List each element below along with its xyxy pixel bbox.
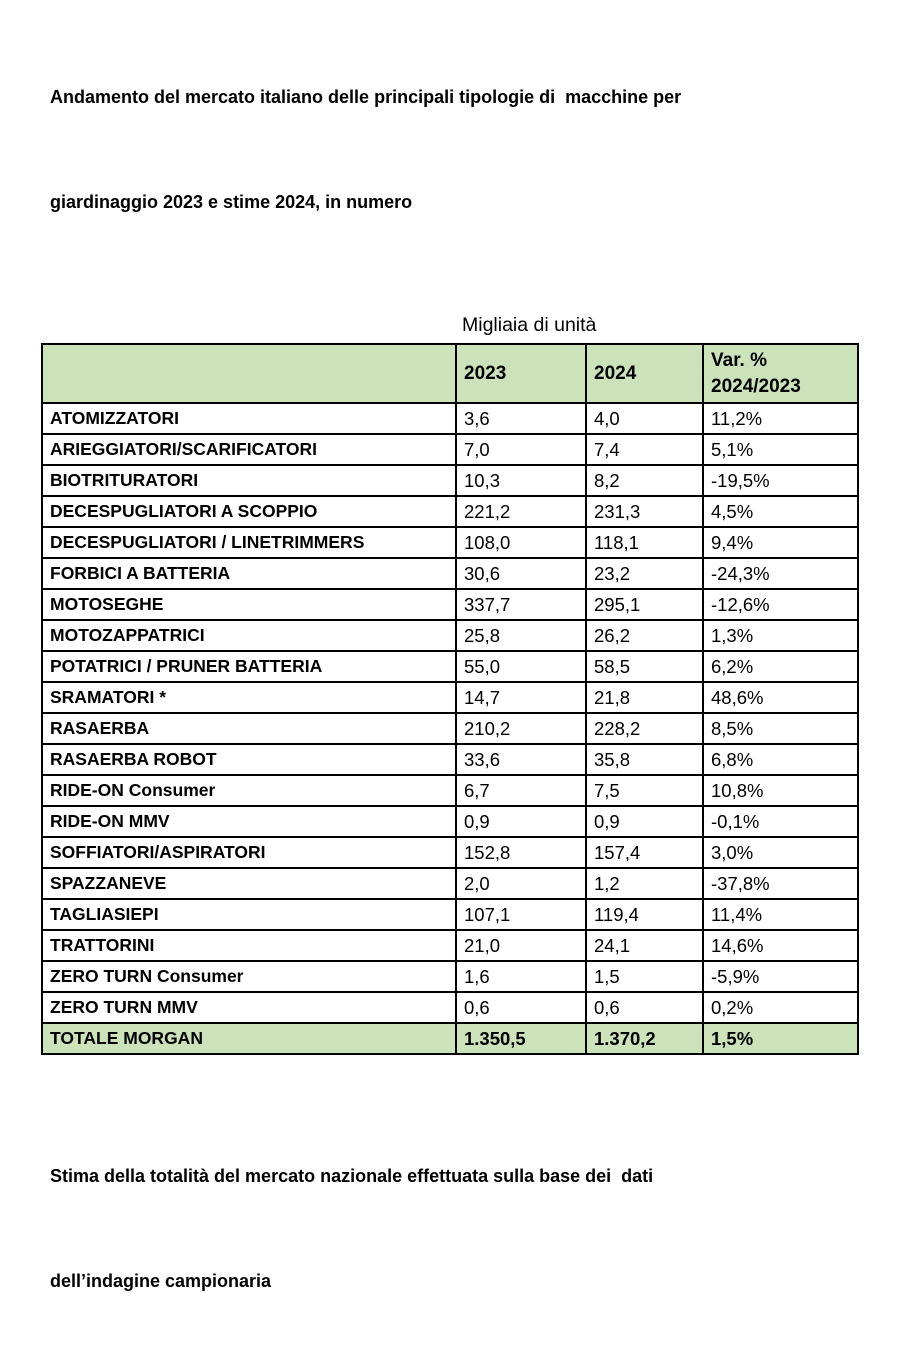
value-2023-cell: 108,0 [456, 527, 586, 558]
table-row [42, 682, 858, 713]
table-row [42, 527, 858, 558]
category-cell: RIDE-ON MMV [42, 806, 456, 837]
total-2024-cell: 1.370,2 [586, 1023, 703, 1054]
value-2023-cell: 1,6 [456, 961, 586, 992]
category-cell: RASAERBA [42, 713, 456, 744]
value-2023-cell: 21,0 [456, 930, 586, 961]
category-cell: SOFFIATORI/ASPIRATORI [42, 837, 456, 868]
category-cell: SPAZZANEVE [42, 868, 456, 899]
table-row [42, 837, 858, 868]
value-2024-cell: 231,3 [586, 496, 703, 527]
page-title [50, 0, 897, 290]
table-row [42, 713, 858, 744]
category-cell: SRAMATORI * [42, 682, 456, 713]
category-cell: FORBICI A BATTERIA [42, 558, 456, 589]
value-2024-cell: 1,5 [586, 961, 703, 992]
var-percent-cell: 0,2% [703, 992, 858, 1023]
value-2024-cell: 4,0 [586, 403, 703, 434]
table-body [42, 403, 858, 1023]
value-2024-cell: 0,9 [586, 806, 703, 837]
var-percent-cell: 48,6% [703, 682, 858, 713]
value-2023-cell: 0,6 [456, 992, 586, 1023]
var-percent-cell: -24,3% [703, 558, 858, 589]
value-2024-cell: 295,1 [586, 589, 703, 620]
value-2024-cell: 0,6 [586, 992, 703, 1023]
value-2023-cell: 0,9 [456, 806, 586, 837]
value-2023-cell: 55,0 [456, 651, 586, 682]
var-percent-cell: 6,2% [703, 651, 858, 682]
var-percent-cell: 11,4% [703, 899, 858, 930]
table-unit-label: Migliaia di unità [462, 314, 597, 336]
category-cell: RIDE-ON Consumer [42, 775, 456, 806]
header-2024: 2024 [586, 344, 703, 403]
value-2023-cell: 30,6 [456, 558, 586, 589]
var-percent-cell: 6,8% [703, 744, 858, 775]
category-cell: RASAERBA ROBOT [42, 744, 456, 775]
category-cell: DECESPUGLIATORI / LINETRIMMERS [42, 527, 456, 558]
value-2024-cell: 35,8 [586, 744, 703, 775]
header-var-percent: Var. % 2024/2023 [703, 344, 858, 403]
value-2023-cell: 14,7 [456, 682, 586, 713]
value-2024-cell: 7,5 [586, 775, 703, 806]
table-row [42, 403, 858, 434]
value-2024-cell: 1,2 [586, 868, 703, 899]
value-2024-cell: 118,1 [586, 527, 703, 558]
value-2024-cell: 8,2 [586, 465, 703, 496]
table-row [42, 992, 858, 1023]
market-table [41, 343, 859, 1055]
var-percent-cell: 9,4% [703, 527, 858, 558]
value-2024-cell: 24,1 [586, 930, 703, 961]
var-percent-cell: 10,8% [703, 775, 858, 806]
value-2023-cell: 210,2 [456, 713, 586, 744]
table-row [42, 806, 858, 837]
total-var-cell: 1,5% [703, 1023, 858, 1054]
page-title-line-2: giardinaggio 2023 e stime 2024, in numero [50, 192, 413, 212]
value-2023-cell: 10,3 [456, 465, 586, 496]
category-cell: BIOTRITURATORI [42, 465, 456, 496]
value-2024-cell: 23,2 [586, 558, 703, 589]
value-2024-cell: 26,2 [586, 620, 703, 651]
value-2024-cell: 58,5 [586, 651, 703, 682]
total-label-cell: TOTALE MORGAN [42, 1023, 456, 1054]
total-row [42, 1023, 858, 1054]
total-2023-cell: 1.350,5 [456, 1023, 586, 1054]
value-2024-cell: 228,2 [586, 713, 703, 744]
var-percent-cell: -0,1% [703, 806, 858, 837]
table-row [42, 744, 858, 775]
table-row [42, 899, 858, 930]
table-row [42, 868, 858, 899]
var-percent-cell: 11,2% [703, 403, 858, 434]
var-percent-cell: 3,0% [703, 837, 858, 868]
value-2023-cell: 107,1 [456, 899, 586, 930]
value-2024-cell: 157,4 [586, 837, 703, 868]
footnote [50, 1089, 897, 1369]
table-row [42, 775, 858, 806]
table-row [42, 558, 858, 589]
var-percent-cell: -37,8% [703, 868, 858, 899]
table-row [42, 961, 858, 992]
category-cell: TAGLIASIEPI [42, 899, 456, 930]
table-row [42, 620, 858, 651]
var-percent-cell: 5,1% [703, 434, 858, 465]
table-row [42, 930, 858, 961]
category-cell: TRATTORINI [42, 930, 456, 961]
table-row [42, 651, 858, 682]
var-percent-cell: 8,5% [703, 713, 858, 744]
category-cell: ATOMIZZATORI [42, 403, 456, 434]
var-percent-cell: -5,9% [703, 961, 858, 992]
page-title-line-1: Andamento del mercato italiano delle principali tipologie di macchine per [50, 87, 682, 107]
header-2023: 2023 [456, 344, 586, 403]
var-percent-cell: -19,5% [703, 465, 858, 496]
var-percent-cell: 1,3% [703, 620, 858, 651]
value-2023-cell: 337,7 [456, 589, 586, 620]
value-2024-cell: 119,4 [586, 899, 703, 930]
value-2023-cell: 33,6 [456, 744, 586, 775]
category-cell: ZERO TURN Consumer [42, 961, 456, 992]
var-percent-cell: 14,6% [703, 930, 858, 961]
value-2023-cell: 221,2 [456, 496, 586, 527]
value-2023-cell: 3,6 [456, 403, 586, 434]
value-2023-cell: 7,0 [456, 434, 586, 465]
category-cell: POTATRICI / PRUNER BATTERIA [42, 651, 456, 682]
footnote-line-2: dell’indagine campionaria [50, 1271, 272, 1291]
value-2024-cell: 7,4 [586, 434, 703, 465]
category-cell: DECESPUGLIATORI A SCOPPIO [42, 496, 456, 527]
value-2024-cell: 21,8 [586, 682, 703, 713]
footnote-line-1: Stima della totalità del mercato nazionale effettuata sulla base dei dati [50, 1166, 654, 1186]
category-cell: ZERO TURN MMV [42, 992, 456, 1023]
table-row [42, 496, 858, 527]
table-row [42, 589, 858, 620]
category-cell: ARIEGGIATORI/SCARIFICATORI [42, 434, 456, 465]
value-2023-cell: 25,8 [456, 620, 586, 651]
var-percent-cell: -12,6% [703, 589, 858, 620]
value-2023-cell: 6,7 [456, 775, 586, 806]
value-2023-cell: 152,8 [456, 837, 586, 868]
table-row [42, 434, 858, 465]
header-category [42, 344, 456, 403]
category-cell: MOTOSEGHE [42, 589, 456, 620]
header-row [42, 344, 858, 403]
category-cell: MOTOZAPPATRICI [42, 620, 456, 651]
table-row [42, 465, 858, 496]
value-2023-cell: 2,0 [456, 868, 586, 899]
var-percent-cell: 4,5% [703, 496, 858, 527]
